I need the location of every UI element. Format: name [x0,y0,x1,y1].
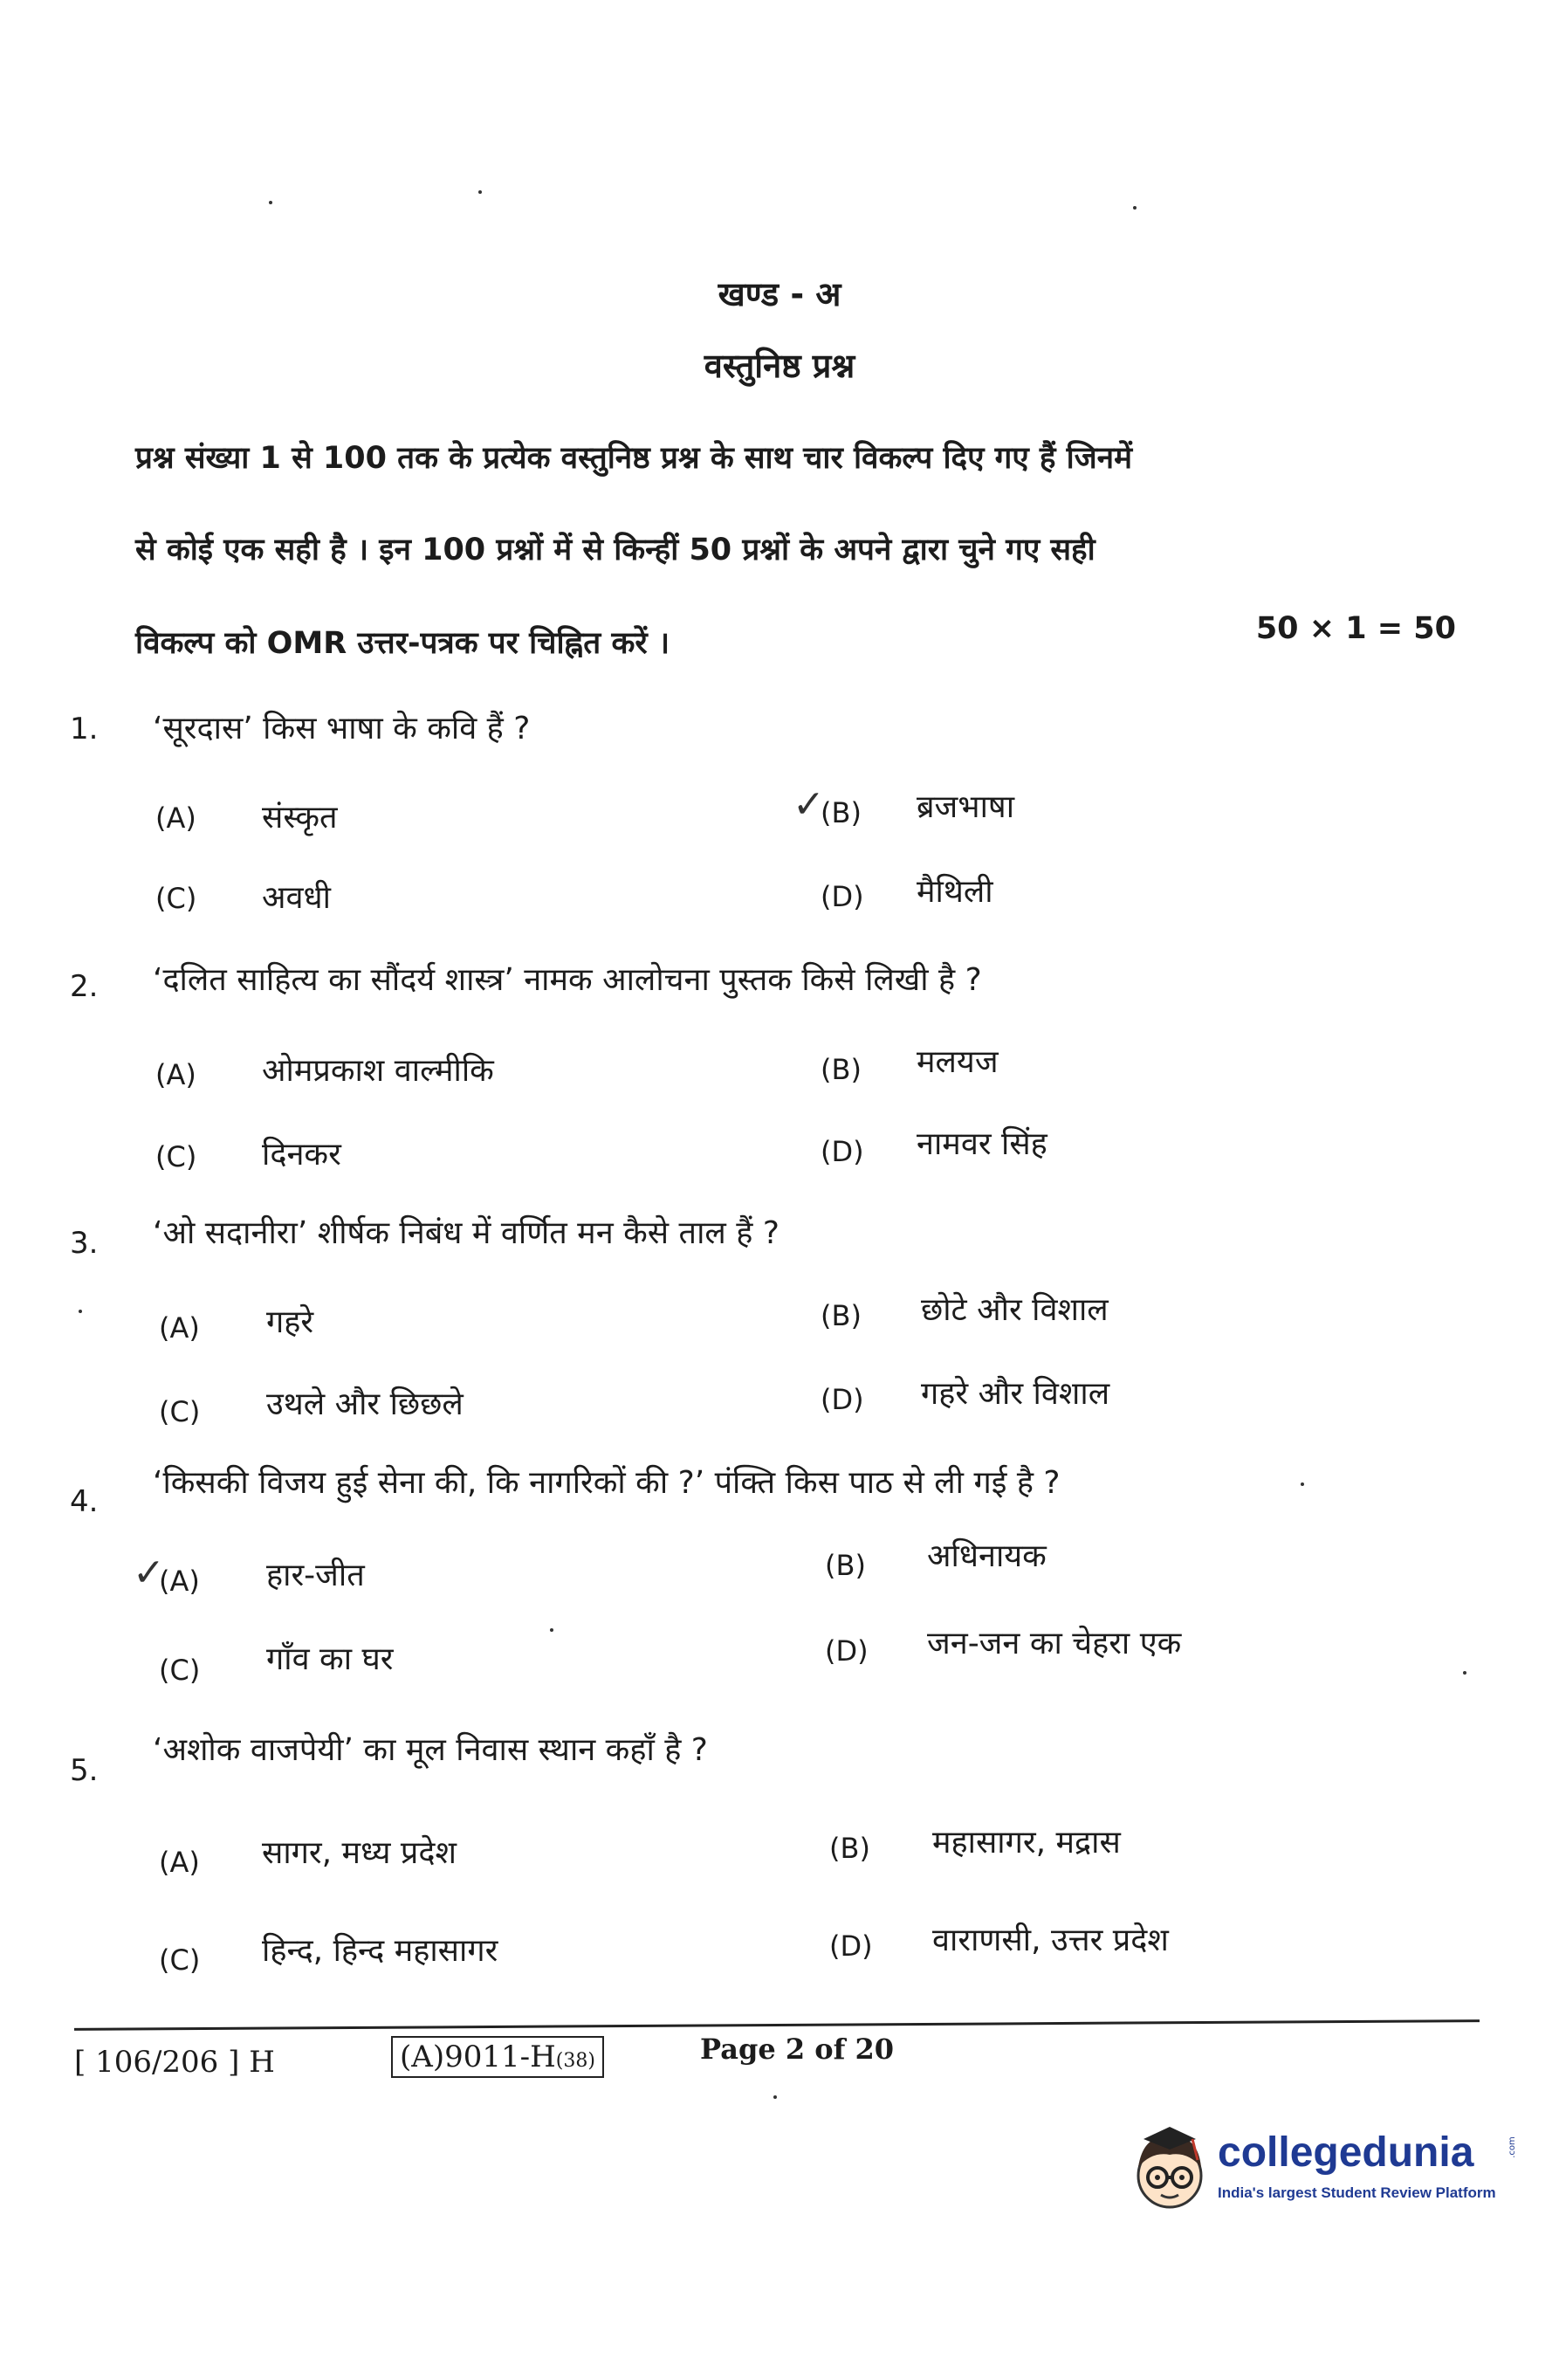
footer-divider [74,2019,1480,2031]
student-mascot-icon [1126,2122,1213,2218]
option-label: (C) [155,882,197,915]
question-number: 5. [70,1753,99,1788]
handwritten-tick-icon: ✓ [133,1551,165,1595]
scan-speck [79,1310,82,1313]
instruction-line-3: विकल्प को OMR उत्तर-पत्रक पर चिह्नित करें । [135,626,670,661]
scan-speck [1463,1671,1466,1675]
option-label: (A) [159,1565,200,1598]
option-text: महासागर, मद्रास [932,1825,1121,1861]
option-label: (D) [825,1634,869,1668]
series-suffix: (38) [555,2050,595,2072]
option-label: (A) [155,1058,196,1091]
handwritten-tick-icon: ✓ [793,782,825,827]
option-text: दिनकर [262,1137,341,1173]
question-text: ‘किसकी विजय हुई सेना की, कि नागरिकों की ?’ पंक्ति किस पाठ से ली गई है ? [153,1465,1061,1501]
option-label: (A) [155,801,196,835]
scan-speck [478,190,482,194]
option-label: (B) [821,796,862,829]
option-text: गहरे और विशाल [921,1376,1110,1412]
question-text: ‘दलित साहित्य का सौंदर्य शास्त्र’ नामक आलोचना पुस्तक किसे लिखी है ? [153,962,982,998]
option-text: संस्कृत [262,800,338,836]
option-text: ब्रजभाषा [917,789,1015,825]
option-label: (A) [159,1846,200,1879]
question-text: ‘अशोक वाजपेयी’ का मूल निवास स्थान कहाँ है ? [153,1732,708,1768]
section-title: खण्ड - अ [718,275,841,313]
marks-scheme: 50 × 1 = 50 [1255,611,1456,646]
logo-tagline: India's largest Student Review Platform [1218,2184,1496,2201]
option-text: अवधी [262,880,331,916]
paper-code: [ 106/206 ] H [74,2045,275,2080]
question-number: 1. [70,712,99,746]
option-text: मैथिली [917,874,993,910]
option-label: (C) [155,1140,197,1173]
option-text: सागर, मध्य प्रदेश [262,1835,457,1871]
option-text: गहरे [266,1304,314,1340]
option-text: उथले और छिछले [266,1386,464,1422]
question-number: 3. [70,1226,99,1261]
question-text: ‘सूरदास’ किस भाषा के कवि हैं ? [153,711,531,746]
instruction-line-2: से कोई एक सही है । इन 100 प्रश्नों में से किन्हीं 50 प्रश्नों के अपने द्वारा चुने गए सही [135,533,1095,567]
option-label: (D) [829,1929,873,1963]
option-label: (B) [825,1549,866,1582]
instruction-line-1: प्रश्न संख्या 1 से 100 तक के प्रत्येक वस्तुनिष्ठ प्रश्न के साथ चार विकल्प दिए गए हैं जिनमें [135,441,1133,476]
option-text: हार-जीत [266,1558,365,1593]
option-label: (A) [159,1311,200,1345]
logo-name: collegedunia [1218,2129,1474,2176]
scan-speck [1133,206,1137,210]
collegedunia-watermark [1126,2122,1528,2218]
option-text: अधिनायक [927,1538,1047,1574]
logo-suffix: .com [1507,2136,1517,2158]
option-text: वाराणसी, उत्तर प्रदेश [932,1923,1169,1958]
option-label: (C) [159,1654,201,1687]
option-text: हिन्द, हिन्द महासागर [262,1933,498,1969]
scan-speck [550,1628,553,1632]
option-label: (B) [829,1832,870,1865]
option-label: (C) [159,1395,201,1428]
scan-speck [773,2095,777,2099]
series-code: (A)9011-H [400,2040,556,2074]
question-number: 4. [70,1484,99,1519]
section-subtitle: वस्तुनिष्ठ प्रश्न [704,347,855,385]
question-text: ‘ओ सदानीरा’ शीर्षक निबंध में वर्णित मन कैसे ताल हैं ? [153,1215,780,1251]
option-label: (D) [821,1383,864,1416]
question-number: 2. [70,969,99,1004]
option-text: नामवर सिंह [917,1126,1047,1162]
option-text: छोटे और विशाल [921,1292,1109,1328]
option-text: जन-जन का चेहरा एक [927,1626,1182,1661]
option-label: (B) [821,1299,862,1332]
scan-speck [1301,1482,1304,1486]
option-text: ओमप्रकाश वाल्मीकि [262,1053,494,1089]
series-code-box [391,2036,604,2078]
page-number: Page 2 of 20 [700,2033,894,2066]
option-text: मलयज [917,1044,999,1080]
option-label: (C) [159,1943,201,1977]
option-label: (B) [821,1053,862,1086]
option-text: गाँव का घर [266,1641,394,1677]
option-label: (D) [821,1135,864,1168]
option-label: (D) [821,880,864,913]
scan-speck [269,201,272,204]
